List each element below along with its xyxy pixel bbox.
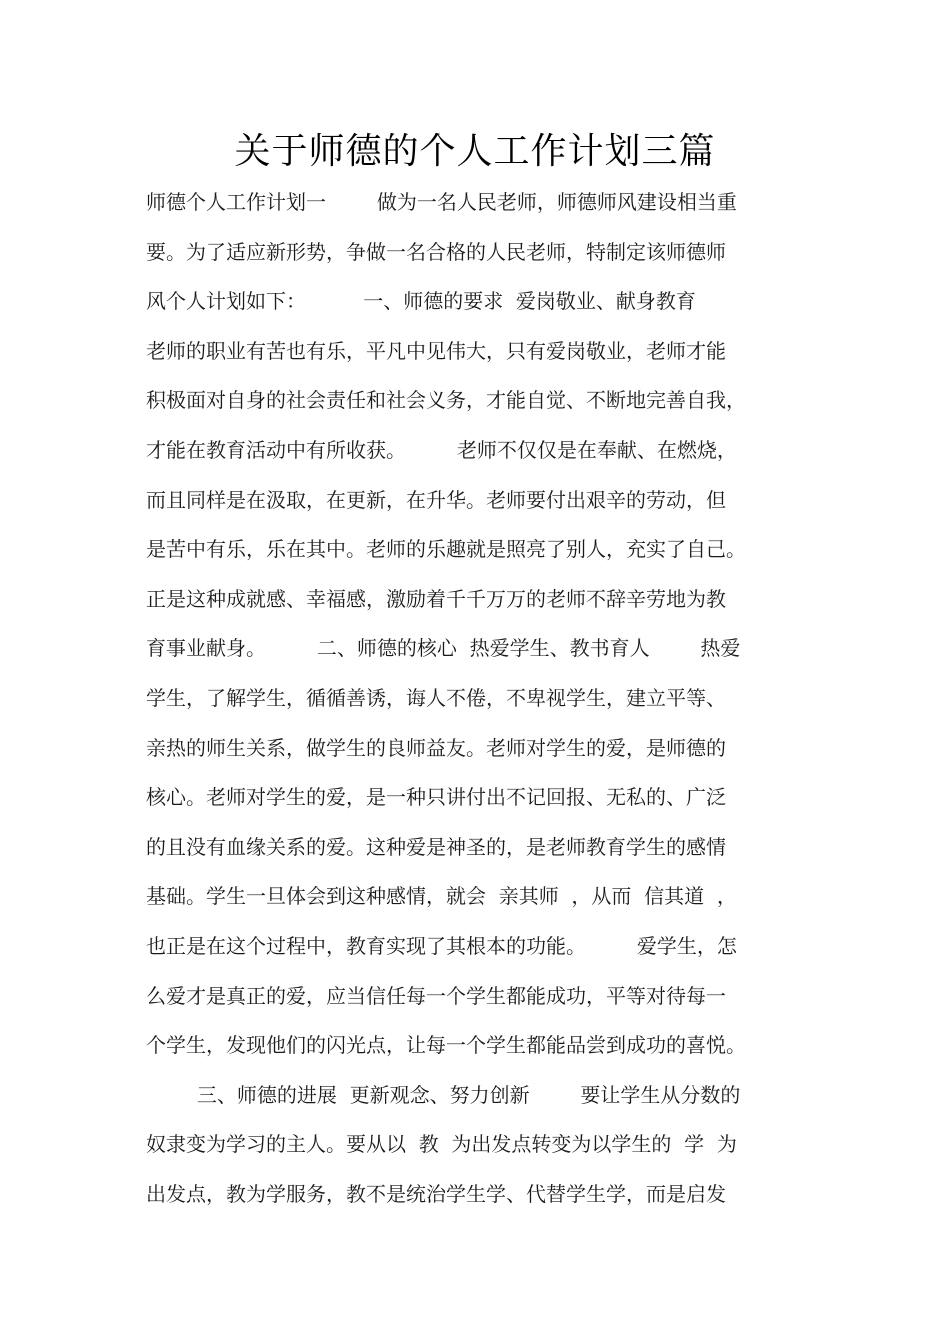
body-line: 的且没有血缘关系的爱。这种爱是神圣的，是老师教育学生的感情	[146, 834, 726, 859]
body-line: 个学生，发现他们的闪光点，让每一个学生都能品尝到成功的喜悦。	[146, 1033, 746, 1058]
body-line: 正是这种成就感、幸福感，激励着千千万万的老师不辞辛劳地为教	[146, 586, 726, 611]
body-line: 基础。学生一旦体会到这种感情，就会 亲其师 ，从而 信其道 ，	[146, 884, 737, 909]
document-body	[146, 178, 836, 1219]
body-line: 积极面对自身的社会责任和社会义务，才能自觉、不断地完善自我，	[146, 388, 746, 413]
body-line: 风个人计划如下： 一、师德的要求 爱岗敬业、献身教育	[146, 289, 696, 314]
body-line: 师德个人工作计划一 做为一名人民老师，师德师风建设相当重	[146, 190, 737, 214]
body-line: 也正是在这个过程中，教育实现了其根本的功能。 爱学生，怎	[146, 933, 737, 958]
body-line: 老师的职业有苦也有乐，平凡中见伟大，只有爱岗敬业，老师才能	[146, 338, 726, 363]
body-line: 学生，了解学生，循循善诱，诲人不倦，不卑视学生，建立平等、	[146, 685, 726, 710]
body-line: 三、师德的进展 更新观念、努力创新 要让学生从分数的	[146, 1082, 741, 1107]
body-line: 奴隶变为学习的主人。要从以 教 为出发点转变为以学生的 学 为	[146, 1132, 737, 1157]
body-line: 而且同样是在汲取，在更新，在升华。老师要付出艰辛的劳动，但	[146, 487, 726, 512]
body-line: 才能在教育活动中有所收获。 老师不仅仅是在奉献、在燃烧，	[146, 437, 737, 462]
body-line: 核心。老师对学生的爱，是一种只讲付出不记回报、无私的、广泛	[146, 785, 726, 810]
document-title: 关于师德的个人工作计划三篇	[234, 131, 716, 172]
body-line: 是苦中有乐，乐在其中。老师的乐趣就是照亮了别人，充实了自己。	[146, 537, 746, 562]
body-line: 要。为了适应新形势，争做一名合格的人民老师，特制定该师德师	[146, 239, 726, 264]
body-line: 出发点，教为学服务，教不是统治学生学、代替学生学，而是启发	[146, 1181, 726, 1206]
body-line: 育事业献身。 二、师德的核心 热爱学生、教书育人 热爱	[146, 636, 741, 661]
body-line: 亲热的师生关系，做学生的良师益友。老师对学生的爱，是师德的	[146, 735, 726, 760]
body-line: 么爱才是真正的爱，应当信任每一个学生都能成功，平等对待每一	[146, 983, 726, 1008]
